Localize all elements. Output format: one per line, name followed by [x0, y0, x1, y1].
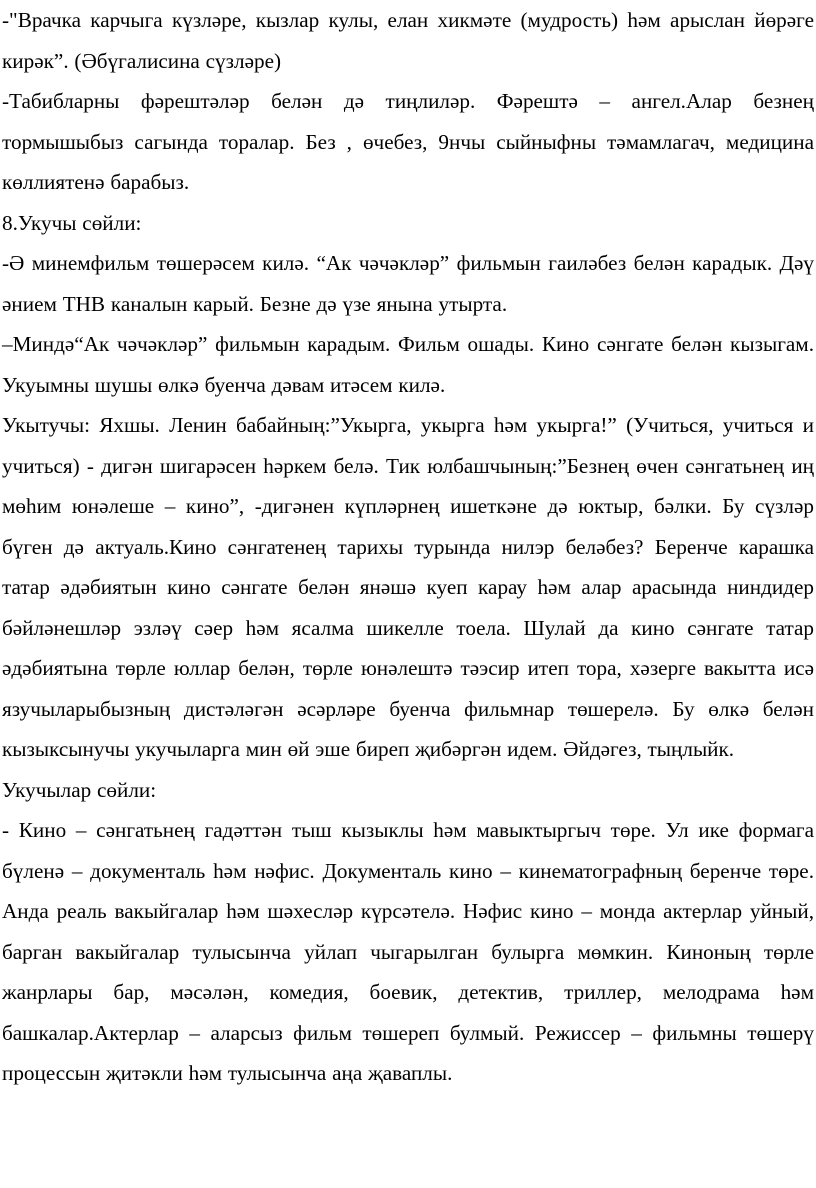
paragraph-doctors: -Табибларны фәрештәләр белән дә тиңлиләр. Фәрештә – ангел.Алар безнең тормышыбыз сагында торалар. Без , өчебез, 9нчы сыйныфны тәмамлагач, медицина көллиятенә барабыз.: [2, 89, 814, 194]
paragraph-teacher: Укытучы: Яхшы. Ленин бабайның:”Укырга, укырга һәм укырга!” (Учиться, учиться и учиться) - дигән шигарәсен һәркем белә. Тик юлбашчының:”Безнең өчен сәнгатьнең иң мөһим юнәлеше – кино”, -дигәнен күпләрнең ишеткәне дә юктыр, бәлки. Бу сүзләр бүген дә актуаль.Кино сәнгатенең тарихы турында нилэр беләбез? Беренче карашка татар әдәбиятын кино сәнгате белән янәшә куеп карау һәм алар арасында ниндидер бәйләнешләр эзләү сәер һәм ясалма шикелле тоела. Шулай да кино сәнгате татар әдәбиятына төрле юллар белән, төрле юнәлештә тәэсир итеп тора, хәзерге вакытта исә язучыларыбызның дистәләгән әсәрләре буенча фильмнар төшерелә. Бу өлкә белән кызыксынучы укучыларга мин өй эше биреп җибәргән идем. Әйдәгез, тыңлыйк.: [2, 413, 814, 761]
paragraph-film-watched: –Миндә“Ак чәчәкләр” фильмын карадым. Фильм ошады. Кино сәнгате белән кызыгам. Укуымны шушы өлкә буенча дәвам итәсем килә.: [2, 332, 814, 397]
paragraph-cinema: - Кино – сәнгатьнең гадәттән тыш кызыклы һәм мавыктыргыч төре. Ул ике формага бүленә – документаль һәм нәфис. Документаль кино – кинематографның беренче төре. Анда реаль вакыйгалар һәм шәхесләр күрсәтелә. Нәфис кино – монда актерлар уйный, барган вакыйгалар тулысынча уйлап чыгарылган булырга мөмкин. Киноның төрле жанрлары бар, мәсәлән, комедия, боевик, детектив, триллер, мелодрама һәм башкалар.Актерлар – аларсыз фильм төшереп булмый. Режиссер – фильмны төшерү процессын җитәкли һәм тулысынча аңа җаваплы.: [2, 818, 814, 1085]
paragraph-quote: -"Врачка карчыга күзләре, кызлар кулы, елан хикмәте (мудрость) һәм арыслан йөрәге кирәк”. (Әбүгалисина сүзләре): [2, 8, 814, 73]
paragraph-student-speaks: 8.Укучы сөйли:: [2, 210, 142, 235]
paragraph-students-speak: Укучылар сөйли:: [2, 777, 157, 802]
paragraph-film-wish: -Ә минемфильм төшерәсем килә. “Ак чәчәкләр” фильмын гаиләбез белән карадык. Дәү әнием ТНВ каналын карый. Безне дә үзе янына утырта.: [2, 251, 814, 316]
